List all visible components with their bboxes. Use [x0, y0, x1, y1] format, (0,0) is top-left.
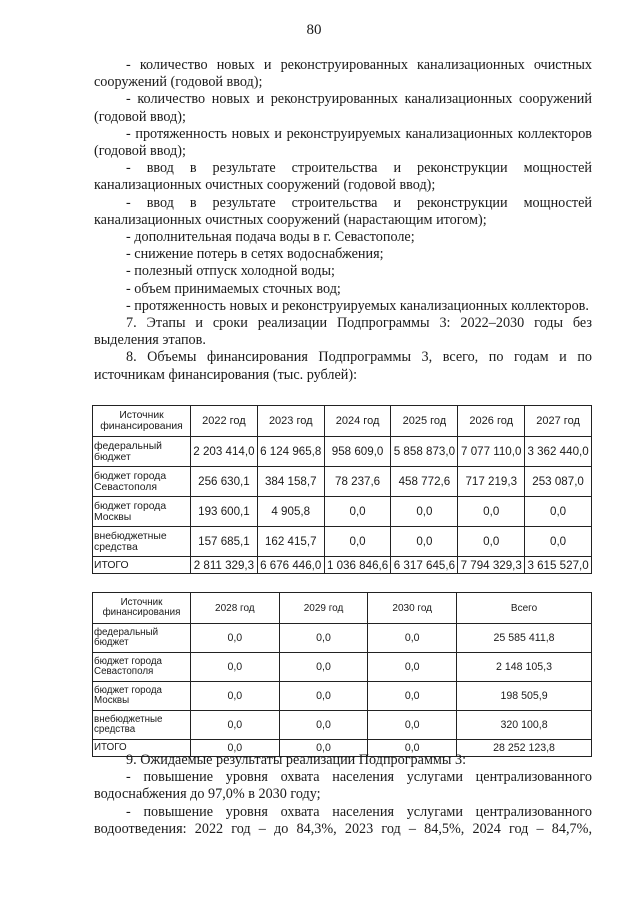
table-cell: 320 100,8: [457, 711, 592, 740]
table-cell: 958 609,0: [324, 437, 391, 467]
table-cell: 0,0: [324, 527, 391, 557]
column-header: 2023 год: [257, 406, 324, 437]
row-label: ИТОГО: [93, 557, 191, 574]
table-row: [93, 711, 592, 740]
table-cell: 0,0: [279, 740, 368, 757]
column-header: 2025 год: [391, 406, 458, 437]
column-header: 2027 год: [525, 406, 592, 437]
table-row: [93, 527, 592, 557]
table-cell: 0,0: [368, 624, 457, 653]
column-header: 2022 год: [191, 406, 258, 437]
paragraph: - повышение уровня охвата населения услугами централизованного водоотведения: 2022 год – до 84,3%, 2023 год – 84,5%, 2024 год – 84,7%,: [94, 803, 592, 837]
table-cell: 7 077 110,0: [458, 437, 525, 467]
table-cell: 198 505,9: [457, 682, 592, 711]
paragraph: 9. Ожидаемые результаты реализации Подпрограммы 3:: [126, 752, 467, 768]
row-label: федеральный бюджет: [93, 437, 191, 467]
table-cell: 0,0: [525, 497, 592, 527]
paragraph: 7. Этапы и сроки реализации Подпрограммы 3: 2022–2030 годы без выделения этапов.: [94, 315, 592, 349]
paragraph: - ввод в результате строительства и реконструкции мощностей канализационных очистных сооружений (годовой ввод);: [94, 160, 592, 194]
column-header-source: Источник финансирования: [93, 593, 191, 624]
paragraph: 8. Объемы финансирования Подпрограммы 3, всего, по годам и по источникам финансирования (тыс. рублей):: [94, 349, 592, 383]
table-cell: 28 252 123,8: [457, 740, 592, 757]
table-row: [93, 653, 592, 682]
table-header-row: [93, 406, 592, 437]
financing-table-2028-2030: [92, 592, 592, 757]
body-text-top: [94, 57, 592, 384]
paragraph: - снижение потерь в сетях водоснабжения;: [126, 246, 384, 263]
table-cell: 0,0: [368, 653, 457, 682]
table-cell: 0,0: [191, 711, 280, 740]
table-cell: 2 203 414,0: [191, 437, 258, 467]
table-cell: 0,0: [368, 682, 457, 711]
table-row: [93, 557, 592, 574]
column-header: 2030 год: [368, 593, 457, 624]
body-text-bottom: [94, 752, 592, 838]
row-label: внебюджетные средства: [93, 711, 191, 740]
table-cell: 0,0: [458, 497, 525, 527]
paragraph: - полезный отпуск холодной воды;: [126, 263, 335, 280]
table-cell: 0,0: [391, 497, 458, 527]
row-label: бюджет города Севастополя: [93, 467, 191, 497]
table-row: [93, 624, 592, 653]
row-label: внебюджетные средства: [93, 527, 191, 557]
paragraph: - количество новых и реконструированных канализационных очистных сооружений (годовой ввод);: [94, 57, 592, 91]
paragraph: - количество новых и реконструированных канализационных сооружений (годовой ввод);: [94, 91, 592, 125]
paragraph: - протяженность новых и реконструируемых канализационных коллекторов.: [126, 297, 589, 314]
table-cell: 3 615 527,0: [525, 557, 592, 574]
table-cell: 2 148 105,3: [457, 653, 592, 682]
table-cell: 4 905,8: [257, 497, 324, 527]
table-cell: 0,0: [525, 527, 592, 557]
table-cell: 0,0: [191, 740, 280, 757]
table-cell: 384 158,7: [257, 467, 324, 497]
table-cell: 458 772,6: [391, 467, 458, 497]
paragraph: - дополнительная подача воды в г. Севастополе;: [126, 229, 415, 246]
paragraph: - повышение уровня охвата населения услугами централизованного водоснабжения до 97,0% в 2030 году;: [94, 769, 592, 803]
column-header: 2024 год: [324, 406, 391, 437]
row-label: ИТОГО: [93, 740, 191, 757]
table-cell: 0,0: [458, 527, 525, 557]
table-cell: 0,0: [368, 740, 457, 757]
table-cell: 6 124 965,8: [257, 437, 324, 467]
table-cell: 6 676 446,0: [257, 557, 324, 574]
table-cell: 0,0: [279, 711, 368, 740]
paragraph: - ввод в результате строительства и реконструкции мощностей канализационных очистных сооружений (нарастающим итогом);: [94, 194, 592, 228]
table-cell: 0,0: [279, 653, 368, 682]
table-cell: 717 219,3: [458, 467, 525, 497]
table-cell: 2 811 329,3: [191, 557, 258, 574]
table-cell: 6 317 645,6: [391, 557, 458, 574]
table-row: [93, 682, 592, 711]
column-header: 2028 год: [191, 593, 280, 624]
table-row: [93, 497, 592, 527]
column-header: 2026 год: [458, 406, 525, 437]
table-cell: 253 087,0: [525, 467, 592, 497]
table-cell: 0,0: [391, 527, 458, 557]
table-row: [93, 437, 592, 467]
table-cell: 256 630,1: [191, 467, 258, 497]
table-cell: 0,0: [368, 711, 457, 740]
table-cell: 5 858 873,0: [391, 437, 458, 467]
table-cell: 0,0: [324, 497, 391, 527]
table-header-row: [93, 593, 592, 624]
table-cell: 3 362 440,0: [525, 437, 592, 467]
page-number: 80: [306, 22, 322, 38]
column-header: 2029 год: [279, 593, 368, 624]
row-label: федеральный бюджет: [93, 624, 191, 653]
table-cell: 25 585 411,8: [457, 624, 592, 653]
table-cell: 0,0: [191, 653, 280, 682]
table-cell: 78 237,6: [324, 467, 391, 497]
row-label: бюджет города Москвы: [93, 682, 191, 711]
paragraph: - протяженность новых и реконструируемых канализационных коллекторов (годовой ввод);: [94, 125, 592, 160]
paragraph: - объем принимаемых сточных вод;: [126, 280, 341, 297]
table-cell: 0,0: [279, 624, 368, 653]
column-header-source: Источник финансирования: [93, 406, 191, 437]
table-cell: 193 600,1: [191, 497, 258, 527]
table-cell: 1 036 846,6: [324, 557, 391, 574]
table-cell: 0,0: [279, 682, 368, 711]
table-cell: 0,0: [191, 624, 280, 653]
table-cell: 157 685,1: [191, 527, 258, 557]
financing-table-2022-2027: [92, 405, 592, 574]
column-header: Всего: [457, 593, 592, 624]
row-label: бюджет города Севастополя: [93, 653, 191, 682]
row-label: бюджет города Москвы: [93, 497, 191, 527]
table-row: [93, 467, 592, 497]
table-cell: 0,0: [191, 682, 280, 711]
table-cell: 162 415,7: [257, 527, 324, 557]
table-cell: 7 794 329,3: [458, 557, 525, 574]
